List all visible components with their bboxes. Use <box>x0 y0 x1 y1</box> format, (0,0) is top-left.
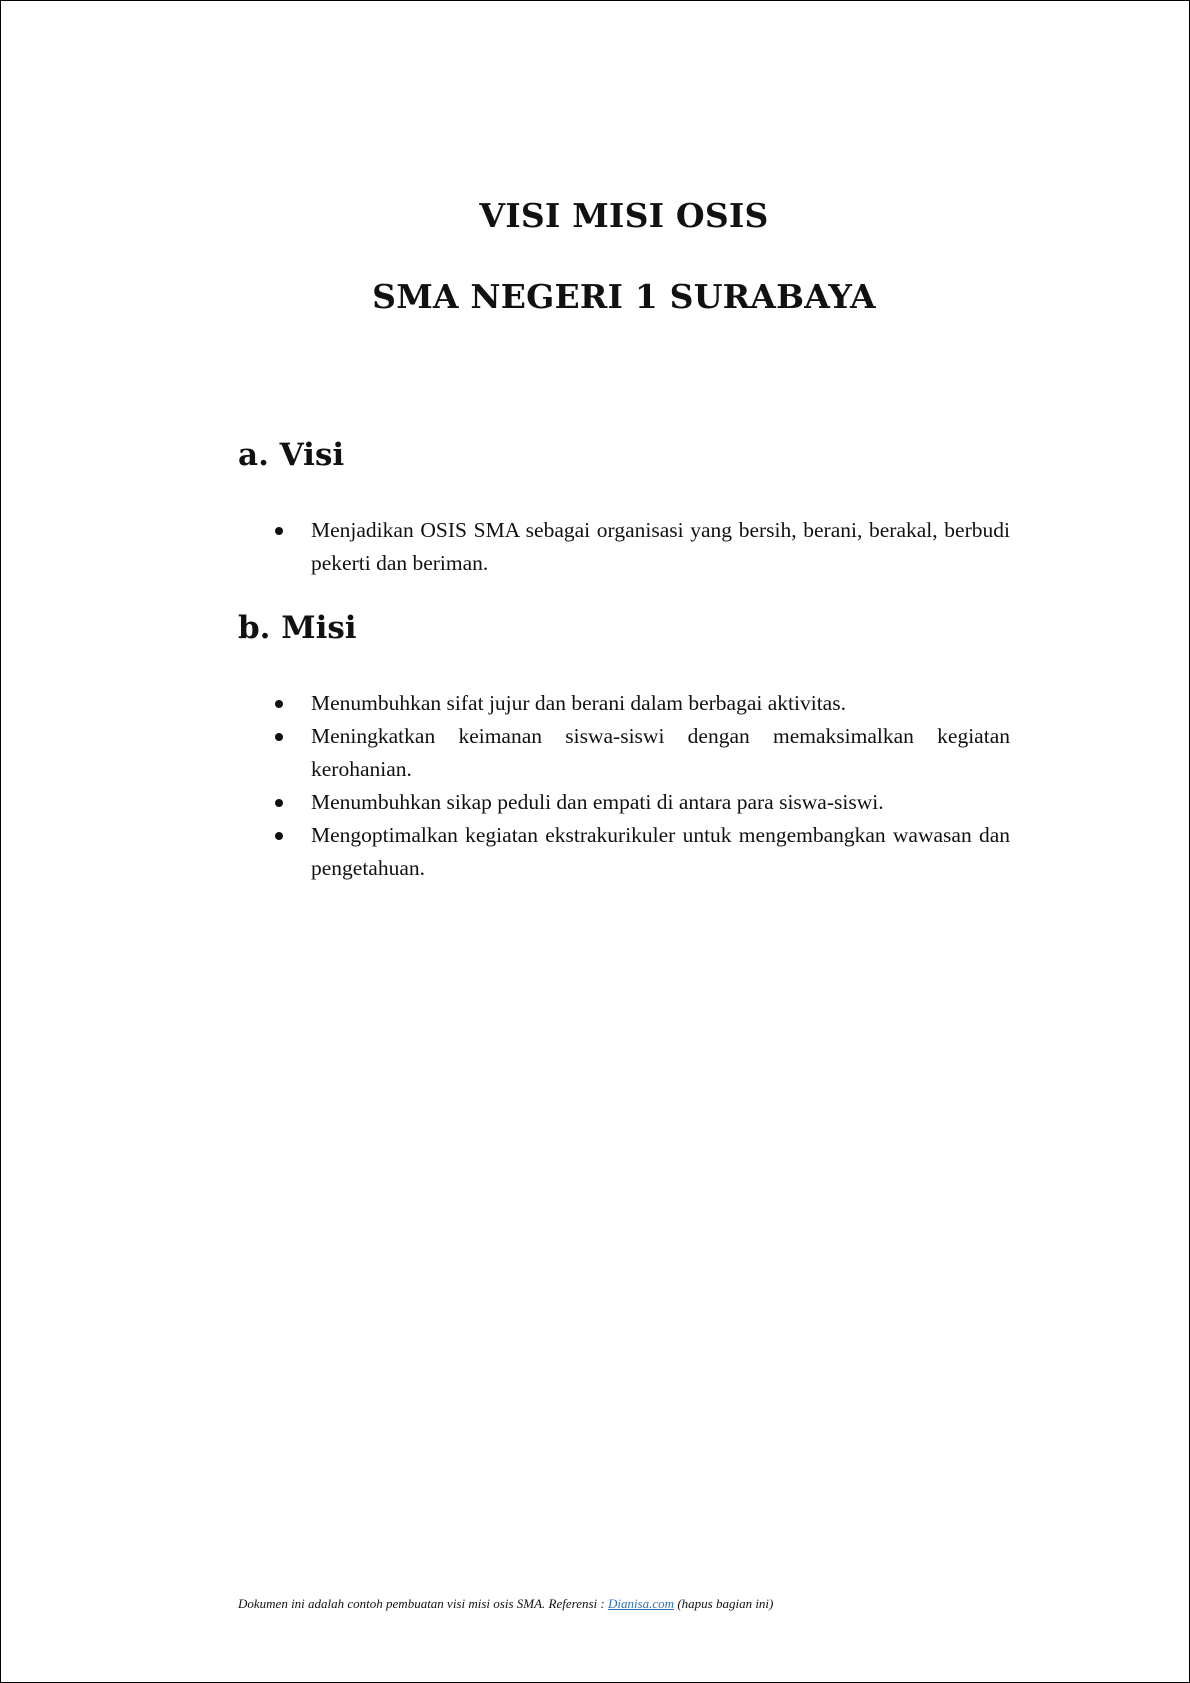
document-title: VISI MISI OSIS <box>479 196 769 235</box>
misi-list-item <box>238 687 1010 720</box>
misi-item-text: Menumbuhkan sikap peduli dan empati di antara para siswa-siswi. <box>311 790 884 814</box>
footer-text: Dokumen ini adalah contoh pembuatan visi misi osis SMA. Referensi : <box>238 1596 608 1611</box>
bullet-icon <box>275 733 283 741</box>
reference-link[interactable]: Dianisa.com <box>607 1596 675 1611</box>
bullet-icon <box>275 527 283 535</box>
bullet-icon <box>275 700 283 708</box>
misi-heading: b. Misi <box>238 610 357 646</box>
misi-list <box>238 687 1010 885</box>
misi-list-item <box>238 786 1010 819</box>
visi-heading: a. Visi <box>238 437 345 473</box>
bullet-icon <box>275 799 283 807</box>
misi-item-text: Meningkatkan keimanan siswa-siswi dengan memaksimalkan kegiatan kerohanian. <box>311 724 1010 781</box>
misi-item-text: Menumbuhkan sifat jujur dan berani dalam berbagai aktivitas. <box>311 691 846 715</box>
visi-list-item <box>238 514 1010 580</box>
bullet-icon <box>275 832 283 840</box>
misi-list-item <box>238 819 1010 885</box>
misi-item-text: Mengoptimalkan kegiatan ekstrakurikuler untuk mengembangkan wawasan dan pengetahuan. <box>311 823 1010 880</box>
footer-text-suffix: (hapus bagian ini) <box>674 1596 774 1611</box>
visi-list <box>238 514 1010 580</box>
misi-list-item <box>238 720 1010 786</box>
footer-note <box>238 1596 773 1612</box>
document-subtitle: SMA NEGERI 1 SURABAYA <box>372 277 876 316</box>
visi-item-text: Menjadikan OSIS SMA sebagai organisasi yang bersih, berani, berakal, berbudi pekerti dan beriman. <box>311 518 1010 575</box>
